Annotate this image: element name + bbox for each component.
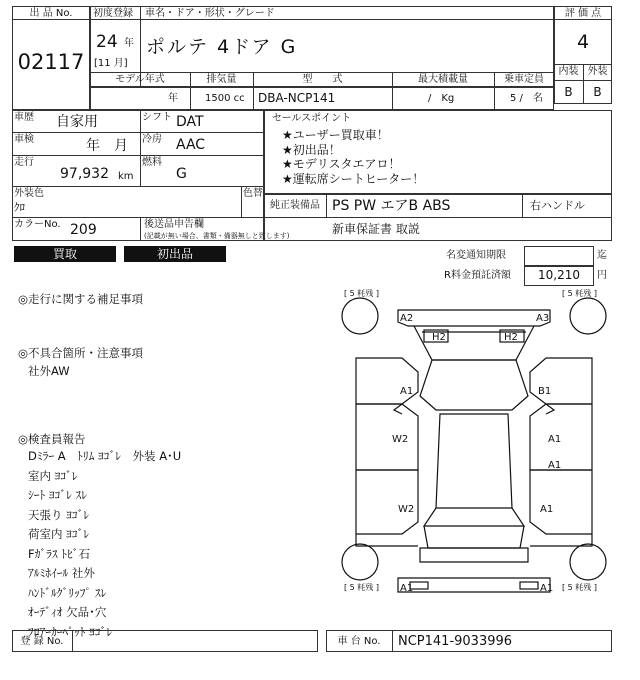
sales-point: ★運転席シートヒーター！ bbox=[282, 171, 425, 186]
rear-door-right bbox=[530, 470, 592, 534]
damage-mark: W2 bbox=[398, 504, 415, 515]
first-reg-month: [11 月] bbox=[94, 58, 128, 69]
car-damage-diagram bbox=[336, 286, 612, 602]
recycle-amount: 10,210 bbox=[538, 268, 580, 282]
fuel: G bbox=[176, 166, 187, 182]
tire-label: [ 5 粍残 ] bbox=[562, 289, 597, 298]
damage-mark: A1 bbox=[548, 434, 562, 445]
lot-number: 02117 bbox=[17, 50, 85, 74]
damage-mark: A1 bbox=[400, 386, 414, 397]
car-name: ポルテ 4ドア G bbox=[146, 36, 298, 58]
inspector-note: 天張り ﾖｺﾞﾚ bbox=[28, 507, 90, 522]
equipment-label: 純正装備品 bbox=[270, 200, 320, 211]
type-label: 型 式 bbox=[302, 74, 343, 85]
interior-grade-label: 内装 bbox=[558, 66, 579, 77]
history-label: 車歴 bbox=[14, 112, 34, 123]
capacity: 5 / 名 bbox=[510, 93, 543, 104]
tire-label: [ 5 粍残 ] bbox=[344, 583, 379, 592]
mileage: 97,932 bbox=[60, 166, 109, 182]
score-label: 評 価 点 bbox=[564, 8, 602, 19]
recycle-label: R料金預託済額 bbox=[444, 270, 511, 281]
ac: AAC bbox=[176, 137, 206, 153]
exterior-grade-label: 外装 bbox=[587, 66, 608, 77]
inspector-note: Dﾐﾗｰ A ﾄﾘﾑ ﾖｺﾞﾚ 外装 A･U bbox=[28, 449, 182, 463]
inspector-note: ｼｰﾄ ﾖｺﾞﾚ ｽﾚ bbox=[28, 488, 88, 502]
driving-notes-title: ◎走行に関する補足事項 bbox=[18, 292, 144, 306]
recycle-unit: 円 bbox=[597, 270, 607, 281]
front-fender-left bbox=[356, 358, 418, 404]
front-bumper bbox=[398, 310, 550, 326]
rear-door-left bbox=[356, 470, 418, 534]
overall-score: 4 bbox=[576, 31, 590, 53]
tag-purchase: 買取 bbox=[14, 246, 116, 262]
shift: DAT bbox=[176, 114, 204, 130]
docs-label: 後送品申告欄 bbox=[144, 219, 204, 230]
exterior-grade: B bbox=[593, 85, 602, 99]
tire-label: [ 5 粍残 ] bbox=[562, 583, 597, 592]
damage-mark: A2 bbox=[400, 313, 414, 324]
ext-color: ｸﾛ bbox=[14, 201, 25, 214]
roof bbox=[436, 414, 512, 508]
damage-mark: H2 bbox=[504, 332, 518, 343]
inspector-note: ｱﾙﾐﾎｲｰﾙ 社外 bbox=[28, 566, 95, 580]
equipment-value: PS PW エアB ABS bbox=[332, 198, 451, 214]
registration-label: 登 録 No. bbox=[20, 636, 64, 647]
damage-mark: B1 bbox=[538, 386, 552, 397]
name-change-box bbox=[524, 246, 594, 266]
displacement-label: 排気量 bbox=[206, 74, 237, 85]
history: 自家用 bbox=[56, 114, 98, 130]
name-change-unit: 迄 bbox=[597, 250, 607, 261]
docs-note: (記載が無い場合、書類・備器無しと致します) bbox=[144, 232, 290, 240]
displacement: 1500 cc bbox=[205, 93, 245, 104]
windshield bbox=[420, 360, 528, 410]
inspection-label: 車検 bbox=[14, 134, 34, 145]
inspector-notes bbox=[28, 447, 181, 642]
handle-position: 右ハンドル bbox=[530, 199, 585, 212]
inspector-note: 荷室内 ﾖｺﾞﾚ bbox=[28, 527, 90, 541]
max-load-label: 最大積載量 bbox=[418, 74, 468, 85]
inspector-note: 室内 ﾖｺﾞﾚ bbox=[28, 468, 78, 483]
damage-mark: A3 bbox=[536, 313, 550, 324]
defect-item: 社外AW bbox=[28, 364, 70, 378]
rear-window bbox=[424, 508, 524, 526]
front-fender-right bbox=[530, 358, 592, 404]
fuel-label: 燃料 bbox=[142, 157, 162, 168]
damage-mark: H2 bbox=[432, 332, 446, 343]
sales-points-label: セールスポイント bbox=[272, 113, 352, 124]
inspector-note: ｵｰﾃﾞｨｵ 欠品･穴 bbox=[28, 605, 107, 619]
damage-mark: A1 bbox=[400, 583, 414, 594]
model-year-unit: 年 bbox=[168, 93, 178, 104]
max-load: / Kg bbox=[428, 93, 455, 104]
sales-point: ★モデリスタエアロ！ bbox=[282, 157, 401, 171]
tire-rear-left bbox=[342, 544, 378, 580]
warranty: 新車保証書 取説 bbox=[332, 222, 420, 236]
inspector-note: ﾌﾛｱｰｶｰﾍﾟｯﾄ ﾖｺﾞﾚ bbox=[28, 624, 113, 639]
tag-first-listing: 初出品 bbox=[124, 246, 226, 262]
ac-label: 冷房 bbox=[142, 134, 162, 145]
lot-number-label: 出 品 No. bbox=[29, 8, 73, 19]
mileage-unit: km bbox=[118, 171, 134, 182]
model-year-label: モデル年式 bbox=[115, 74, 165, 85]
color-no-label: カラーNo. bbox=[14, 219, 61, 230]
tire-rear-right bbox=[570, 544, 606, 580]
damage-mark: A1 bbox=[540, 504, 554, 515]
name-change-label: 名変通知期限 bbox=[446, 250, 506, 261]
chassis-label: 車 台 No. bbox=[337, 636, 381, 647]
sales-points-list bbox=[282, 128, 424, 186]
sales-point: ★ユーザー買取車！ bbox=[282, 128, 389, 142]
inspection: 年 月 bbox=[86, 138, 128, 154]
inspector-note: Fｶﾞﾗｽ ﾄﾋﾞ石 bbox=[28, 546, 91, 561]
front-door-left bbox=[356, 404, 418, 470]
first-reg-year-unit: 年 bbox=[124, 38, 134, 49]
sales-point: ★初出品！ bbox=[282, 142, 341, 157]
capacity-label: 乗車定員 bbox=[504, 74, 544, 85]
interior-grade: B bbox=[564, 85, 573, 99]
damage-mark: A1 bbox=[540, 583, 554, 594]
chassis-number: NCP141-9033996 bbox=[398, 634, 513, 649]
damage-mark: A1 bbox=[548, 460, 562, 471]
first-reg-label: 初度登録 bbox=[93, 8, 133, 19]
damage-mark: W2 bbox=[392, 434, 409, 445]
color-no: 209 bbox=[70, 222, 97, 238]
tire-label: [ 5 粍残 ] bbox=[344, 289, 379, 298]
rear-bumper bbox=[398, 578, 550, 592]
inspector-title: ◎検査員報告 bbox=[18, 432, 86, 446]
inspector-note: ﾊﾝﾄﾞﾙｸﾞﾘｯﾌﾟ ｽﾚ bbox=[28, 585, 107, 600]
shift-label: シフト bbox=[142, 112, 172, 123]
ext-color-label: 外装色 bbox=[14, 188, 44, 199]
first-reg-year: 24 bbox=[96, 32, 118, 52]
trunk bbox=[424, 526, 524, 548]
model-type: DBA-NCP141 bbox=[258, 91, 336, 105]
mileage-label: 走行 bbox=[14, 157, 34, 168]
car-name-label: 車名・ドア・形状・グレード bbox=[145, 8, 275, 19]
defects-title: ◎不具合箇所・注意事項 bbox=[18, 346, 144, 360]
tire-front-right bbox=[570, 298, 606, 334]
color-change-label: 色替 bbox=[243, 188, 263, 199]
tire-front-left bbox=[342, 298, 378, 334]
